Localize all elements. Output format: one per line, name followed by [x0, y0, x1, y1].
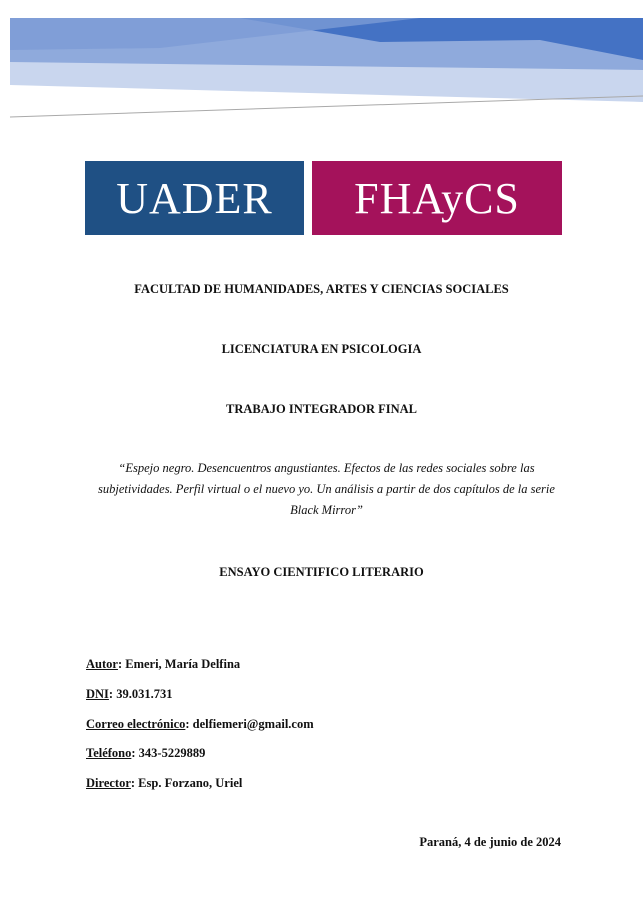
director-line: [86, 776, 242, 791]
dni-line: [86, 687, 172, 702]
email-line: [86, 717, 314, 732]
uader-logo-text: UADER: [116, 173, 273, 223]
email-value: : delfiemeri@gmail.com: [185, 717, 314, 731]
author-value: : Emeri, María Delfina: [117, 657, 241, 671]
director-label: Director: [86, 776, 131, 790]
header-decorative-banner: [0, 0, 643, 125]
work-type: TRABAJO INTEGRADOR FINAL: [226, 402, 417, 416]
fhaycs-logo-text: FHAyCS: [354, 173, 520, 223]
dni-label: DNI: [86, 687, 109, 701]
essay-type: ENSAYO CIENTIFICO LITERARIO: [219, 565, 424, 579]
phone-value: : 343-5229889: [131, 746, 206, 760]
phone-label: Teléfono: [86, 746, 132, 760]
institution-logos: [85, 161, 562, 235]
phone-line: [86, 746, 205, 761]
place-date: Paraná, 4 de junio de 2024: [419, 835, 561, 849]
faculty-name: FACULTAD DE HUMANIDADES, ARTES Y CIENCIAS SOCIALES: [134, 282, 509, 296]
director-value: : Esp. Forzano, Uriel: [130, 776, 243, 790]
author-label: Autor: [86, 657, 118, 671]
fhaycs-logo: [312, 161, 562, 235]
author-line: [86, 657, 240, 672]
degree-name: LICENCIATURA EN PSICOLOGIA: [221, 342, 422, 356]
email-label: Correo electrónico: [86, 717, 186, 731]
uader-logo: [85, 161, 304, 235]
thesis-title: “Espejo negro. Desencuentros angustiantes. Efectos de las redes sociales sobre las subjetividades. Perfil virtual o el nuevo yo. Un análisis a partir de dos capítulos de la serie Black Mirror”: [98, 461, 555, 517]
dni-value: : 39.031.731: [108, 687, 173, 701]
